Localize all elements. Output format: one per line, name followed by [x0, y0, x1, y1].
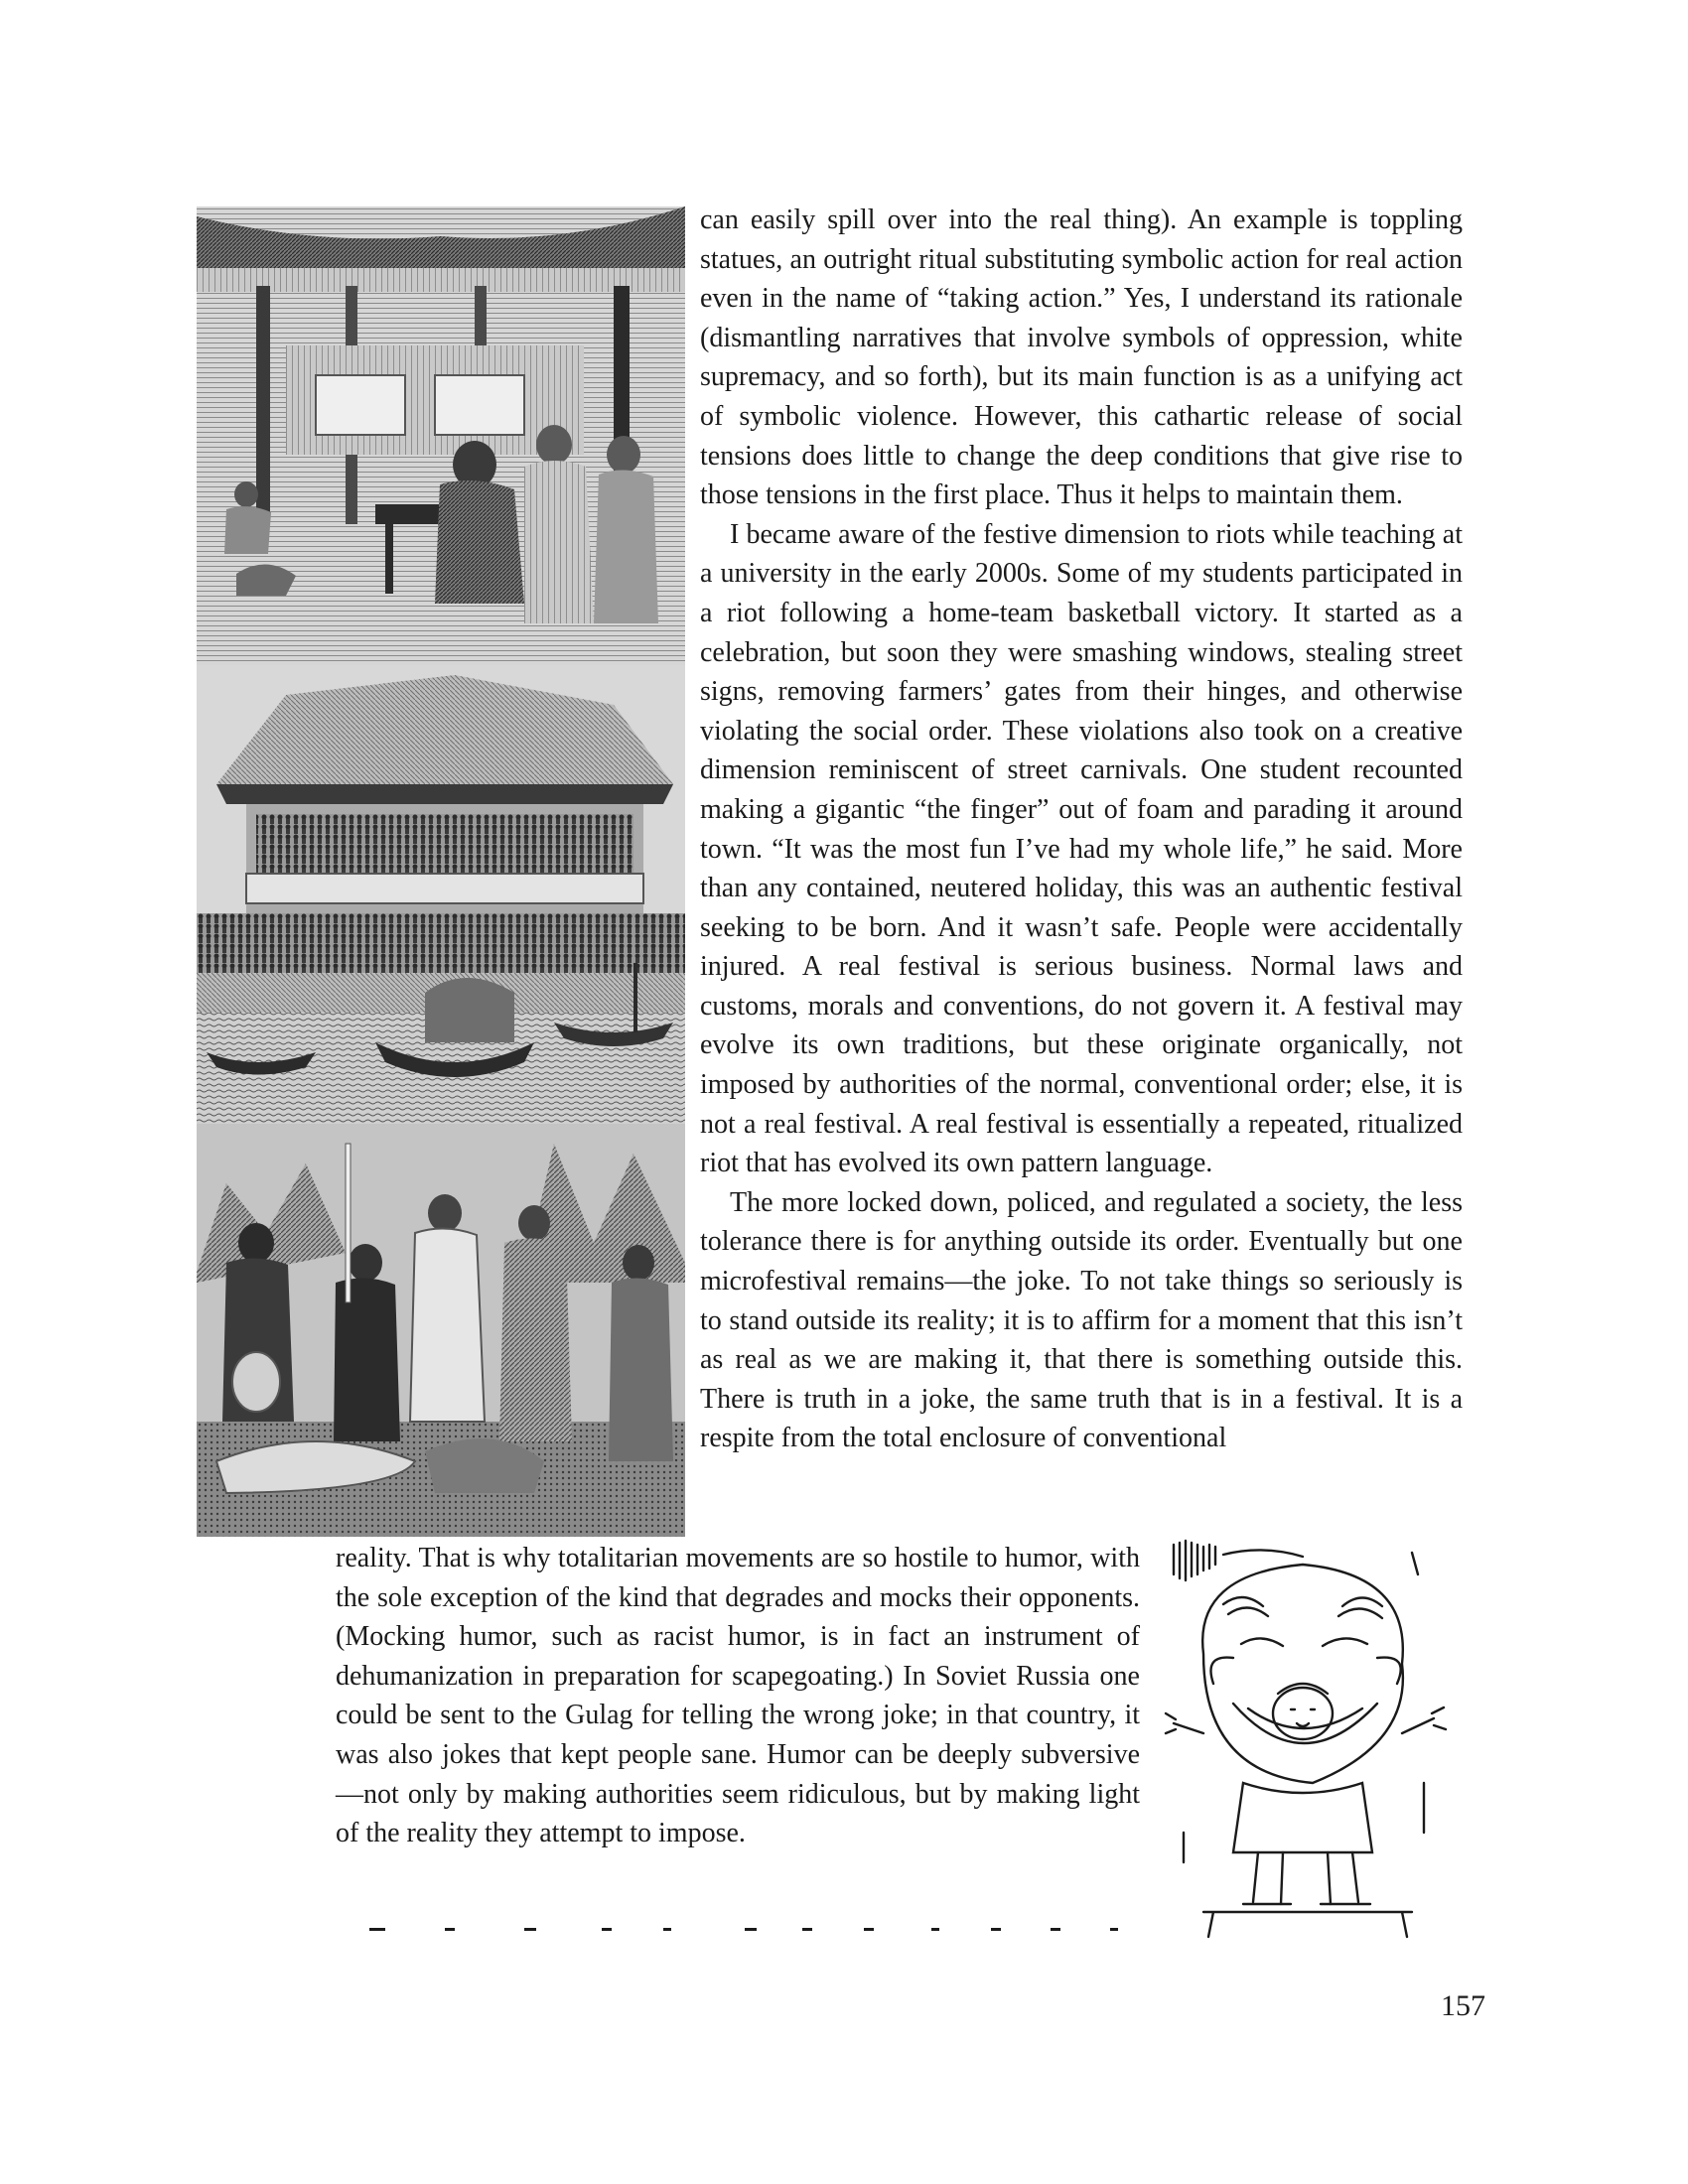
- paragraph-humor: reality. That is why totalitarian movements are so hostile to humor, with the sole exception of the kind that degrades and mocks their opponents. (Mocking humor, such as racist humor, is in fact an instrument of dehumanization in preparation for scapegoating.) In Soviet Russia one could be sent to the Gulag for telling the wrong joke; in that country, it was also jokes that kept people sane. Humor can be deeply subversive—not only by making authorities seem ridiculous, but by making light of the reality they attempt to impose.: [336, 1543, 1140, 1849]
- clipped-text-line: [336, 1918, 1140, 1936]
- engraving-pavilion-interior: [197, 206, 685, 665]
- page-number: 157: [1441, 1989, 1485, 2022]
- engraving-waterfront-boats: [197, 665, 685, 1124]
- body-text-column: [700, 201, 1463, 1458]
- caricature-cartoon-illustration: [1164, 1535, 1452, 1942]
- engraving-crowd-scene: [197, 1124, 685, 1537]
- paragraph-joke: The more locked down, policed, and regulated a society, the less tolerance there is for anything outside its order. Eventually but one microfestival remains—the joke. To not take things so seriously is to stand outside its reality; it is to affirm for a moment that this isn’t as real as we are making it, that there is something outside this. There is truth in a joke, the same truth that is in a festival. It is a respite from the total enclosure of conventional: [700, 1186, 1463, 1454]
- paragraph-continued: can easily spill over into the real thing). An example is toppling statues, an outright ritual substituting symbolic action for real action even in the name of “taking action.” Yes, I understand its rationale (dismantling narratives that involve symbols of oppression, white supremacy, and so forth), but its main function is as a unifying act of symbolic violence. However, this cathartic release of social tensions does little to change the deep conditions that give rise to those tensions in the first place. Thus it helps to maintain them.: [700, 205, 1463, 511]
- body-text-bottom: [336, 1539, 1140, 1853]
- paragraph-riots: I became aware of the festive dimension to riots while teaching at a university in the early 2000s. Some of my students participated in a riot following a home-team basketball victory. It started as a celebration, but soon they were smashing windows, stealing street signs, removing farmers’ gates from their hinges, and otherwise violating the social order. These violations also took on a creative dimension reminiscent of street carnivals. One student recounted making a gigantic “the finger” out of foam and parading it around town. “It was the most fun I’ve had my whole life,” he said. More than any contained, neutered holiday, this was an authentic festival seeking to be born. And it wasn’t safe. People were accidentally injured. A real festival is serious business. Normal laws and customs, morals and conventions, do not govern it. A festival may evolve its own traditions, but these originate organically, not imposed by authorities of the normal, conventional order; else, it is not a real festival. A real festival is essentially a repeated, ritualized riot that has evolved its own pattern language.: [700, 518, 1463, 1179]
- engraving-column: [197, 206, 685, 1537]
